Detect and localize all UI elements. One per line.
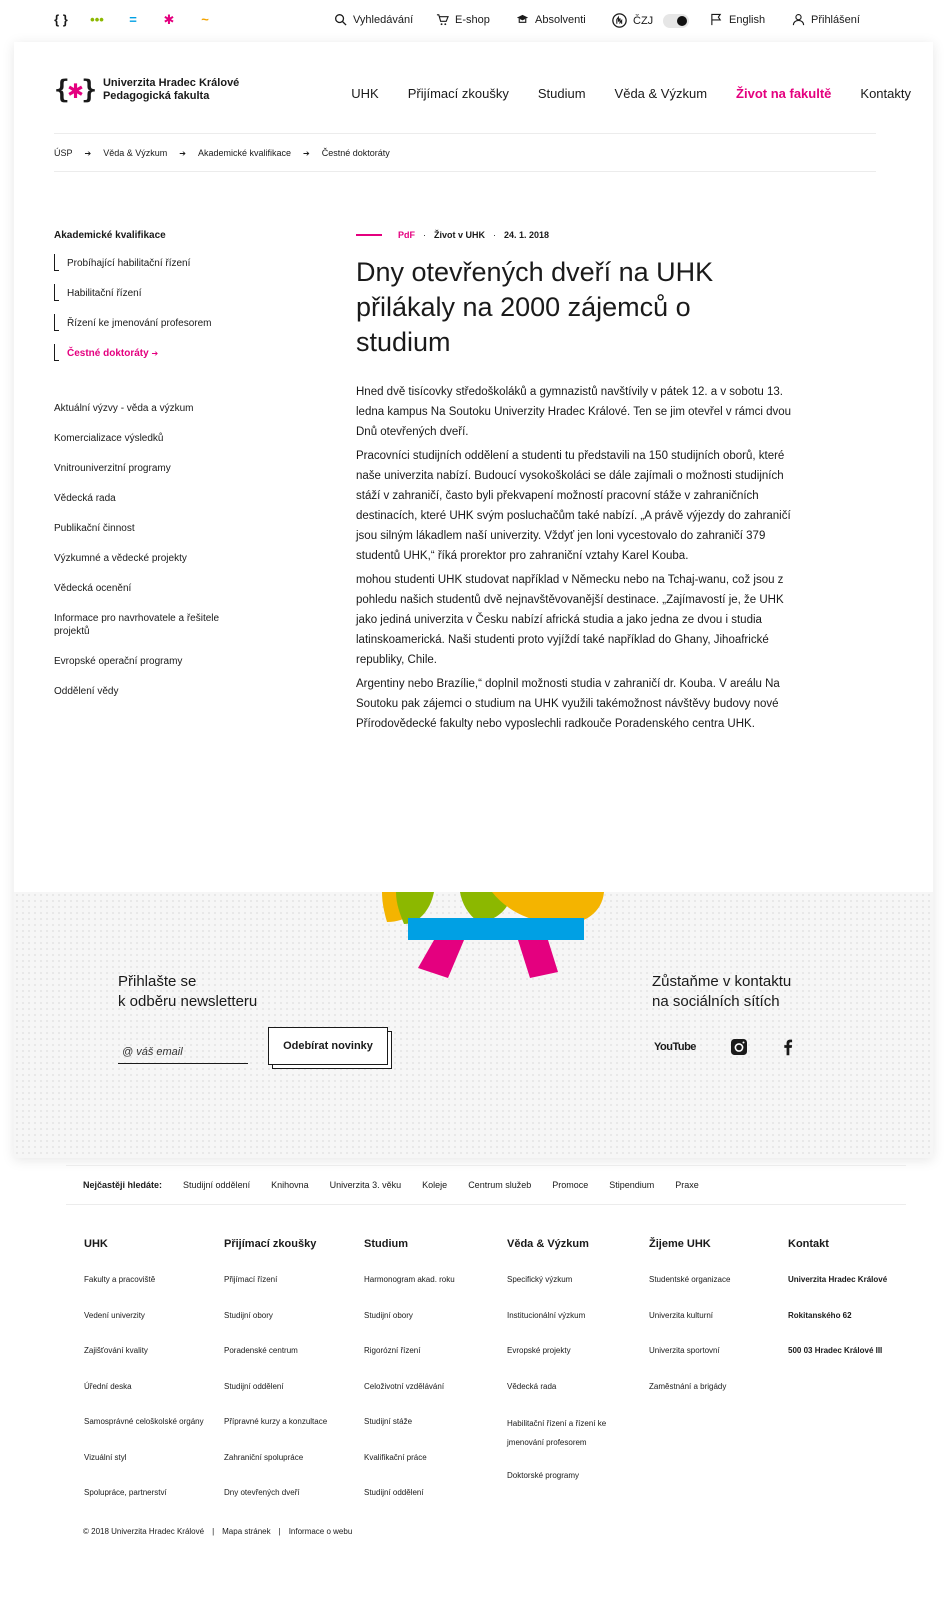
flag-icon — [710, 13, 723, 26]
footer-link[interactable]: Fakulty a pracoviště — [84, 1275, 156, 1284]
footer-column-title: Věda & Výzkum — [507, 1238, 589, 1250]
footer-link[interactable]: Zaměstnání a brigády — [649, 1381, 727, 1391]
article-paragraph: mohou studenti UHK studovat například v Německu nebo na Tchaj-wanu, což jsou z pohledu našich studentů dvě nejnavštěvovanější destinace. „Zajímavostí je, že UHK jako jediná univerzita v Česku nabízí africká studia a jako jedna ze dvou i studia latinskoamerická. Naši studenti proto vyjíždí také například do Ghany, Jihoafrické republiky, Chile. — [356, 574, 784, 666]
sidebar-item[interactable]: Oddělení vědy — [54, 686, 119, 697]
footer-link[interactable]: Studijní oddělení — [364, 1488, 424, 1497]
logo[interactable] — [54, 75, 239, 105]
czj-label: ČZJ — [633, 14, 654, 27]
footer-column-title: Žijeme UHK — [649, 1238, 711, 1250]
divider — [66, 1204, 906, 1205]
quick-link[interactable]: Stipendium — [609, 1180, 655, 1190]
article-paragraph: Pracovníci studijních oddělení a studenti tu představili na 150 studijních oborů, které naše univerzita nabízí. Budoucí vysokoškoláci se dále zajímali o možnosti studijních stáží v zahraničí, často byli překvapení možností pracovní stáže v zahraničních destinacích, které UHK svým posluchačům také nabízí. „A právě výjezdy do zahraničí jsou silným lákadlem naší univerzity. Vždyť jen loni vycestovalo do zahraničí 379 studentů UHK,“ říká prorektor pro zahraniční vztahy Karel Kouba. — [356, 450, 791, 562]
quick-link[interactable]: Univerzita 3. věku — [329, 1180, 402, 1190]
faculty-uhk-icon[interactable]: { } — [54, 12, 68, 27]
footer-link[interactable]: Celoživotní vzdělávání — [364, 1381, 445, 1391]
main-card — [14, 42, 933, 1158]
footer-link[interactable]: Evropské projekty — [507, 1346, 571, 1355]
sitemap-link[interactable]: Mapa stránek — [222, 1527, 271, 1536]
social-title-line: na sociálních sítích — [652, 993, 780, 1010]
footer-link[interactable]: Úřední deska — [84, 1381, 132, 1391]
sidebar-subitem[interactable]: Řízení ke jmenování profesorem — [54, 316, 254, 346]
sidebar-subitem[interactable]: Probíhající habilitační řízení — [54, 256, 254, 286]
social-title-line: Zůstaňme v kontaktu — [652, 973, 792, 990]
sidebar — [54, 230, 254, 715]
sidebar-heading[interactable]: Akademické kvalifikace — [54, 230, 166, 241]
footer-link[interactable]: Vedení univerzity — [84, 1310, 145, 1320]
logo-line2: Pedagogická fakulta — [102, 90, 210, 102]
footer-link[interactable]: Zahraniční spolupráce — [224, 1452, 304, 1462]
sidebar-subitem-active[interactable] — [54, 346, 254, 376]
article-tag[interactable]: PdF — [398, 230, 415, 240]
footer-link[interactable]: Univerzita kulturní — [649, 1310, 714, 1320]
main-nav — [351, 86, 911, 101]
footer-column-contact — [788, 1238, 918, 1379]
eshop-link[interactable] — [436, 13, 490, 26]
divider — [54, 133, 876, 134]
sidebar-item[interactable]: Aktuální výzvy - věda a výzkum — [54, 403, 194, 414]
user-icon — [792, 13, 805, 26]
nav-faculty-life[interactable]: Život na fakultě — [736, 86, 832, 101]
sign-language-icon — [612, 13, 627, 28]
search-link[interactable] — [334, 13, 413, 26]
arrow-right-icon: ➔ — [179, 148, 186, 158]
footer-column-title: Studium — [364, 1238, 408, 1250]
quick-links-label: Nejčastěji hledáte: — [83, 1180, 163, 1190]
meta-separator: · — [423, 230, 426, 240]
arrow-right-icon: ➔ — [84, 148, 92, 158]
footer-column-title: Přijímací zkoušky — [224, 1238, 317, 1250]
accent-line — [356, 234, 382, 236]
subscribe-button-wrap — [268, 1027, 388, 1065]
sidebar-item[interactable]: Informace pro navrhovatele a řešitele projektů — [54, 613, 220, 637]
youtube-label: YouTube — [654, 1041, 696, 1053]
decorative-graphic — [382, 892, 612, 982]
arrow-right-icon: ➔ — [303, 148, 310, 158]
faculty-pink-icon[interactable]: ✱ — [163, 12, 175, 27]
quick-link[interactable]: Studijní oddělení — [183, 1180, 251, 1190]
english-label: English — [729, 13, 766, 26]
breadcrumb-item-current[interactable]: Čestné doktoráty — [321, 148, 390, 158]
footer-link[interactable]: Zajišťování kvality — [84, 1346, 148, 1355]
sidebar-item[interactable]: Vědecká ocenění — [54, 583, 132, 594]
footer-link[interactable]: Univerzita sportovní — [649, 1346, 720, 1355]
facebook-icon[interactable] — [782, 1038, 793, 1056]
footer-link[interactable]: Doktorské programy — [507, 1471, 580, 1480]
quick-link[interactable]: Promoce — [552, 1180, 589, 1190]
nav-uhk[interactable]: UHK — [351, 86, 379, 101]
contact-line: Rokitanského 62 — [788, 1310, 852, 1320]
sidebar-subitem[interactable]: Habilitační řízení — [54, 286, 254, 316]
sidebar-item[interactable]: Evropské operační programy — [54, 656, 183, 667]
sidebar-item[interactable]: Výzkumné a vědecké projekty — [54, 553, 187, 564]
article-body — [356, 382, 806, 738]
eshop-label: E-shop — [455, 13, 490, 26]
sidebar-subitem-label: Čestné doktoráty — [67, 348, 149, 359]
footer-link[interactable]: Spolupráce, partnerství — [84, 1488, 167, 1497]
login-label: Přihlášení — [811, 13, 860, 26]
quick-link[interactable]: Koleje — [422, 1180, 448, 1190]
about-link[interactable]: Informace o webu — [288, 1527, 353, 1536]
contrast-toggle[interactable] — [663, 14, 689, 28]
breadcrumb-item[interactable]: ÚSP — [54, 148, 73, 158]
breadcrumb-item[interactable]: Věda & Výzkum — [103, 148, 168, 158]
newsletter-title-line: Přihlašte se — [118, 973, 197, 990]
social-title — [652, 972, 791, 1012]
faculty-green-icon[interactable]: ••• — [90, 12, 104, 27]
footer-link[interactable]: Přijímací řízení — [224, 1275, 278, 1284]
copyright-bar — [83, 1527, 352, 1536]
footer-column-uhk — [84, 1238, 214, 1521]
footer-link[interactable]: Harmonogram akad. roku — [364, 1275, 455, 1284]
footer-link[interactable]: Rigorózní řízení — [364, 1346, 421, 1355]
newsletter-section — [14, 892, 933, 1158]
footer-column-study — [364, 1238, 494, 1521]
subscribe-button[interactable]: Odebírat novinky — [268, 1027, 388, 1065]
article-paragraph: Hned dvě tisícovky středoškoláků a gymnazistů navštívily v pátek 12. a v sobotu 13. ledna kampus Na Soutoku Univerzity Hradec Králové. Ten se jim otevřel v rámci dvou Dnů otevřených dveří. — [356, 386, 792, 438]
youtube-icon[interactable] — [654, 1041, 696, 1053]
footer-column-title: Kontakt — [788, 1238, 829, 1250]
footer-link[interactable]: Vědecká rada — [507, 1381, 557, 1391]
sidebar-item[interactable]: Komercializace výsledků — [54, 433, 164, 444]
sidebar-item[interactable]: Vědecká rada — [54, 493, 116, 504]
article-paragraph: Argentiny nebo Brazílie,“ doplnil možnosti studia v zahraničí dr. Kouba. V areálu Na Soutoku pak zájemci o studium na UHK využili takémožnost návštěvy budovy nové Přírodovědecké fakulty nebo vyposlechli radkouče Poradenského centra UHK. — [356, 678, 780, 730]
separator: | — [278, 1527, 281, 1536]
login-link[interactable] — [792, 13, 860, 26]
footer-column-research — [507, 1238, 627, 1504]
quick-link[interactable]: Praxe — [675, 1180, 699, 1190]
footer-link[interactable]: Samosprávné celoškolské orgány — [84, 1417, 204, 1426]
quick-links — [83, 1180, 699, 1190]
instagram-icon[interactable] — [730, 1038, 748, 1056]
arrow-right-icon: ➔ — [151, 349, 159, 358]
social-links — [654, 1038, 793, 1056]
footer-column-admission — [224, 1238, 354, 1521]
footer-column-title: UHK — [84, 1238, 108, 1250]
language-link[interactable] — [710, 13, 765, 26]
separator: | — [212, 1527, 215, 1536]
breadcrumb-item[interactable]: Akademické kvalifikace — [197, 148, 291, 158]
sidebar-item[interactable]: Vnitrouniverzitní programy — [54, 463, 171, 474]
newsletter-title-line: k odběru newsletteru — [118, 993, 258, 1010]
faculty-yellow-icon[interactable]: ~ — [201, 12, 209, 27]
footer-link[interactable]: Institucionální výzkum — [507, 1310, 586, 1320]
nav-study[interactable]: Studium — [537, 86, 586, 101]
nav-contacts[interactable]: Kontakty — [860, 86, 911, 101]
breadcrumb — [54, 148, 390, 158]
meta-separator: · — [493, 230, 497, 240]
search-icon — [334, 13, 347, 26]
alumni-link[interactable] — [516, 13, 586, 26]
divider — [54, 171, 876, 172]
footer-link[interactable]: Studijní obory — [364, 1310, 413, 1320]
divider — [66, 1165, 906, 1166]
footer-link[interactable]: Studijní oddělení — [224, 1381, 284, 1391]
footer-link[interactable]: Studijní stáže — [364, 1417, 413, 1426]
logo-text — [103, 77, 239, 103]
footer-link[interactable]: Dny otevřených dveří — [224, 1488, 300, 1497]
utility-bar — [0, 0, 947, 42]
article-category[interactable]: Život v UHK — [434, 230, 486, 240]
alumni-label: Absolventi — [535, 13, 586, 26]
footer-link[interactable]: Kvalifikační práce — [364, 1452, 427, 1462]
footer-link[interactable]: Habilitační řízení a řízení ke jmenování profesorem — [507, 1419, 607, 1447]
quick-link[interactable]: Knihovna — [271, 1180, 309, 1190]
faculty-switcher — [54, 12, 212, 28]
sign-language-link[interactable] — [612, 13, 689, 28]
footer-column-life — [649, 1238, 779, 1414]
logo-line1: Univerzita Hradec Králové — [102, 77, 240, 89]
search-label: Vyhledávání — [353, 13, 414, 26]
graduation-cap-icon — [516, 13, 529, 26]
cart-icon — [436, 13, 449, 26]
contact-line: 500 03 Hradec Králové III — [788, 1346, 883, 1355]
footer-link[interactable]: Studijní obory — [224, 1310, 273, 1320]
footer-link[interactable]: Přípravné kurzy a konzultace — [224, 1417, 328, 1426]
article-title: Dny otevřených dveří na UHK přilákaly na 2000 zájemců o studium — [356, 257, 714, 357]
footer-link[interactable]: Poradenské centrum — [224, 1346, 298, 1355]
faculty-blue-icon[interactable]: = — [129, 12, 137, 27]
nav-admission[interactable]: Přijímací zkoušky — [407, 86, 509, 101]
footer-link[interactable]: Vizuální styl — [84, 1452, 127, 1462]
contact-line: Univerzita Hradec Králové — [788, 1275, 888, 1284]
copyright: © 2018 Univerzita Hradec Králové — [83, 1527, 205, 1536]
nav-research[interactable]: Věda & Výzkum — [614, 86, 708, 101]
quick-link[interactable]: Centrum služeb — [468, 1180, 532, 1190]
footer-link[interactable]: Specifický výzkum — [507, 1275, 573, 1284]
email-field[interactable]: @ váš email — [118, 1040, 248, 1064]
sidebar-list — [54, 402, 254, 698]
article-meta — [356, 230, 549, 240]
article-date: 24. 1. 2018 — [504, 230, 550, 240]
footer-link[interactable]: Studentské organizace — [649, 1275, 731, 1284]
sidebar-item[interactable]: Publikační činnost — [54, 523, 135, 534]
logo-icon: {✱} — [54, 75, 95, 105]
newsletter-title — [118, 972, 257, 1012]
